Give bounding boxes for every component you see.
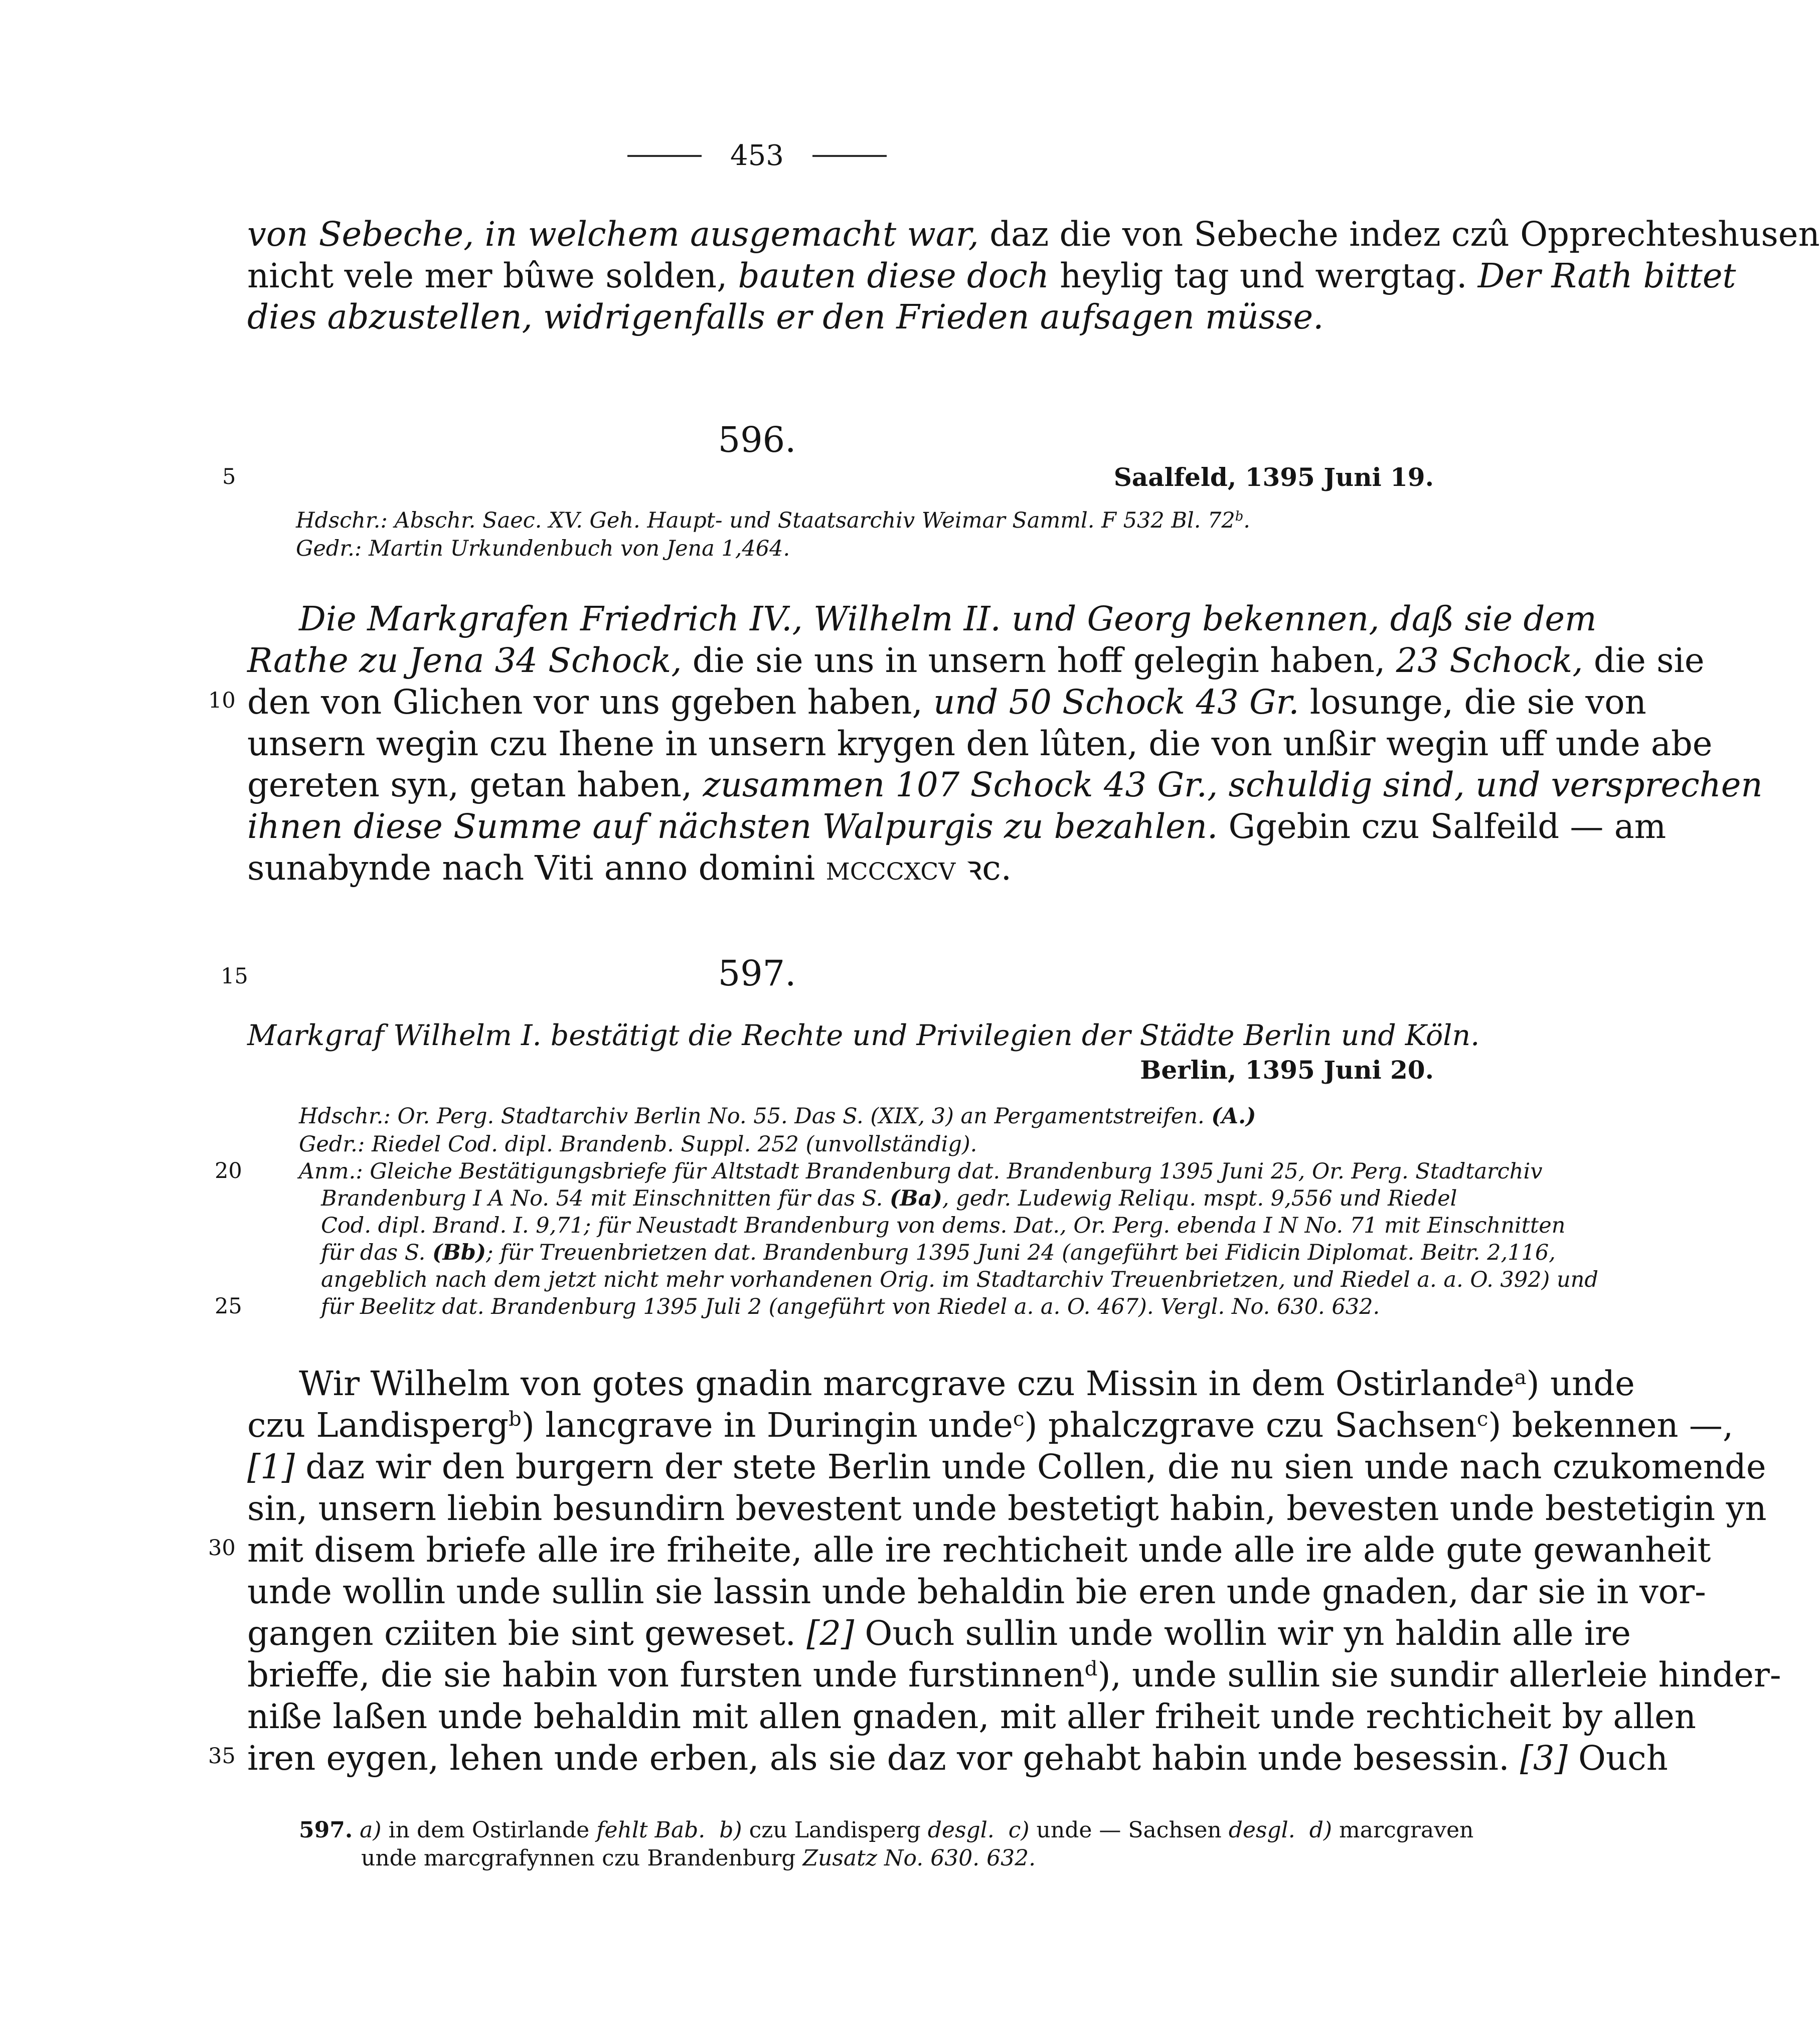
doc-596-text-3: den von Glichen vor uns ggeben haben, und 50 Schock 43 Gr. losunge, die sie von (247, 683, 1646, 722)
doc-597-source-anm-1: Anm.: Gleiche Bestätigungsbriefe für Altstadt Brandenburg dat. Brandenburg 1395 Juni 25, Or. Perg. Stadtarchiv (299, 1159, 1543, 1184)
doc-597-text-1: Wir Wilhelm von gotes gnadin marcgrave czu Missin in dem Ostirlande$^a$) unde (299, 1364, 1635, 1403)
doc-597-source-anm-5: angeblich nach dem jetzt nicht mehr vorhandenen Orig. im Stadtarchiv Treuenbrietzen, und Riedel a. a. O. 392) und (321, 1267, 1598, 1292)
intro-line-1: von Sebeche, in welchem ausgemacht war, daz die von Sebeche indez czû Opprechteshusen (247, 215, 1820, 254)
doc-596-number: 596. (718, 419, 796, 460)
line-number-20: 20 (215, 1158, 242, 1183)
line-number-35: 35 (208, 1744, 236, 1769)
doc-597-text-7: gangen cziiten bie sint geweset. [2] Ouch sullin unde wollin wir yn haldin alle ire (247, 1614, 1631, 1653)
doc-596-date: Saalfeld, 1395 Juni 19. (1113, 462, 1434, 492)
header-rule-right (812, 155, 887, 157)
doc-597-text-6: unde wollin unde sullin sie lassin unde behaldin bie eren unde gnaden, dar sie in vor- (247, 1572, 1706, 1611)
page-number: 453 (730, 139, 784, 172)
doc-597-date: Berlin, 1395 Juni 20. (1140, 1055, 1434, 1085)
doc-596-text-1: Die Markgrafen Friedrich IV., Wilhelm II. und Georg bekennen, daß sie dem (299, 599, 1597, 638)
doc-597-text-10: iren eygen, lehen unde erben, als sie daz vor gehabt habin unde besessin. [3] Ouch (247, 1739, 1668, 1778)
doc-597-regest: Markgraf Wilhelm I. bestätigt die Rechte und Privilegien der Städte Berlin und Köln. (247, 1019, 1480, 1052)
line-number-5: 5 (222, 464, 236, 489)
doc-597-text-9: niße laßen unde behaldin mit allen gnaden, mit aller friheit unde rechticheit by allen (247, 1697, 1696, 1736)
line-number-15: 15 (221, 964, 248, 989)
line-number-30: 30 (208, 1536, 236, 1561)
doc-597-source-anm-3: Cod. dipl. Brand. I. 9,71; für Neustadt Brandenburg von dems. Dat., Or. Perg. ebenda I N No. 71 mit Einschnitten (321, 1213, 1566, 1238)
line-number-25: 25 (215, 1294, 242, 1319)
doc-596-source-gedr: Gedr.: Martin Urkundenbuch von Jena 1,464. (296, 536, 790, 561)
doc-597-text-3: [1] daz wir den burgern der stete Berlin unde Collen, die nu sien unde nach czukomende (247, 1447, 1766, 1486)
doc-596-text-4: unsern wegin czu Ihene in unsern krygen den lûten, die von unßir wegin uff unde abe (247, 724, 1713, 763)
doc-597-source-anm-6: für Beelitz dat. Brandenburg 1395 Juli 2 (angeführt von Riedel a. a. O. 467). Vergl. No. 630. 632. (321, 1294, 1380, 1319)
doc-597-source-hdschr: Hdschr.: Or. Perg. Stadtarchiv Berlin No. 55. Das S. (XIX, 3) an Pergamentstreifen. (A.) (299, 1104, 1256, 1129)
intro-line-2: nicht vele mer bûwe solden, bauten diese doch heylig tag und wergtag. Der Rath bittet (247, 256, 1736, 295)
doc-597-number: 597. (718, 953, 796, 994)
header-rule-left (627, 155, 702, 157)
doc-597-source-anm-2: Brandenburg I A No. 54 mit Einschnitten für das S. (Ba), gedr. Ludewig Reliqu. mspt. 9,556 und Riedel (321, 1186, 1457, 1211)
line-number-10: 10 (208, 688, 236, 713)
page-header (0, 139, 1514, 185)
doc-596-text-5: gereten syn, getan haben, zusammen 107 Schock 43 Gr., schuldig sind, und versprechen (247, 765, 1763, 804)
intro-line-3: dies abzustellen, widrigenfalls er den Frieden aufsagen müsse. (247, 297, 1324, 336)
doc-597-text-5: mit disem briefe alle ire friheite, alle ire rechticheit unde alle ire alde gute gewanheit (247, 1531, 1711, 1570)
footnote-line-1: 597. a) in dem Ostirlande fehlt Bab. b) czu Landisperg desgl. c) unde — Sachsen desgl. d) marcgraven (299, 1817, 1474, 1843)
doc-596-source-hdschr: Hdschr.: Abschr. Saec. XV. Geh. Haupt- und Staatsarchiv Weimar Samml. F 532 Bl. 72$^b$. (296, 508, 1250, 533)
doc-596-text-6: ihnen diese Summe auf nächsten Walpurgis zu bezahlen. Ggebin czu Salfeild — am (247, 807, 1667, 846)
footnote-line-2: unde marcgrafynnen czu Brandenburg Zusatz No. 630. 632. (361, 1845, 1036, 1871)
doc-597-text-8: brieffe, die sie habin von fursten unde furstinnen$^d$), unde sullin sie sundir allerleie hinder- (247, 1655, 1781, 1694)
doc-596-text-2: Rathe zu Jena 34 Schock, die sie uns in unsern hoff gelegin haben, 23 Schock, die sie (247, 641, 1705, 680)
doc-596-text-7: sunabynde nach Viti anno domini mcccxcv ꝛc. (247, 848, 1012, 888)
doc-597-source-gedr: Gedr.: Riedel Cod. dipl. Brandenb. Suppl. 252 (unvollständig). (299, 1132, 977, 1157)
doc-597-text-4: sin, unsern liebin besundirn bevestent unde bestetigt habin, bevesten unde bestetigin yn (247, 1489, 1767, 1528)
doc-597-text-2: czu Landisperg$^b$) lancgrave in Duringin unde$^c$) phalczgrave czu Sachsen$^c$) bekennen —, (247, 1406, 1734, 1445)
doc-597-source-anm-4: für das S. (Bb); für Treuenbrietzen dat. Brandenburg 1395 Juni 24 (angeführt bei Fidicin Diplomat. Beitr. 2,116, (321, 1240, 1556, 1265)
